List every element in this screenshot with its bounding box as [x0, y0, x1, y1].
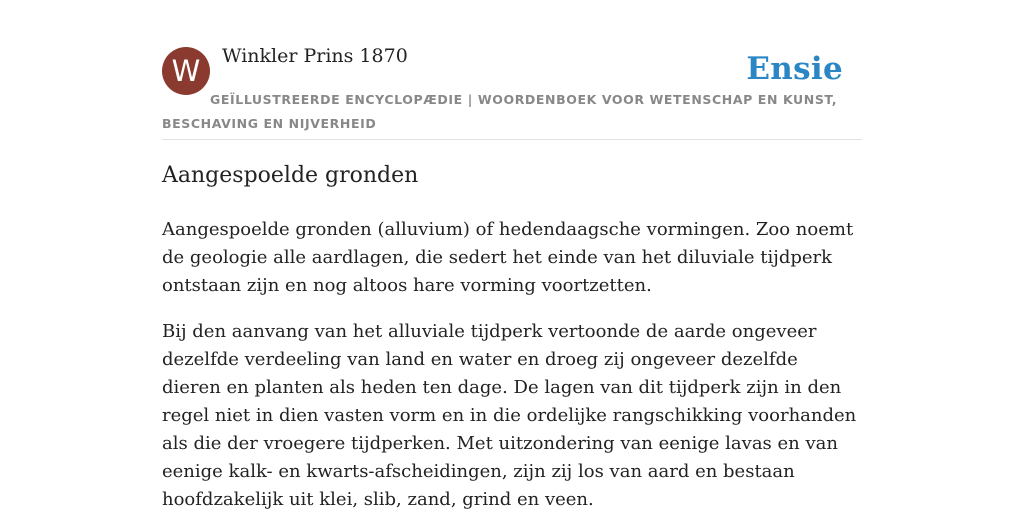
article-body	[162, 216, 862, 512]
source-subtitle: GEÏLLUSTREERDE ENCYCLOPÆDIE | WOORDENBOEK VOOR WETENSCHAP EN KUNST, BESCHAVING EN NIJVERHEID	[162, 92, 838, 131]
article-title: Aangespoelde gronden	[162, 163, 419, 188]
article-paragraph: Bij den aanvang van het alluviale tijdperk vertoonde de aarde ongeveer dezelfde verdeeling van land en water en droeg zij ongeveer dezelfde dieren en planten als heden ten dage. De lagen van dit tijdperk zijn in den regel niet in dien vasten vorm en in die ordelijke rangschikking voorhanden als die der vroegere tijdperken. Met uitzondering van eenige lavas en van eenige kalk- en kwarts-afscheidingen, zijn zij los van aard en bestaan hoofdzakelijk uit klei, slib, zand, grind en veen.	[162, 321, 857, 510]
article-paragraph: Aangespoelde gronden (alluvium) of hedendaagsche vormingen. Zoo noemt de geologie alle aardlagen, die sedert het einde van het diluviale tijdperk ontstaan zijn en nog altoos hare vorming voortzetten.	[162, 219, 854, 296]
source-avatar[interactable]: W	[162, 47, 210, 95]
header-divider	[162, 139, 862, 140]
source-title[interactable]: Winkler Prins 1870	[222, 45, 408, 67]
ensie-logo[interactable]: Ensie	[746, 51, 843, 87]
